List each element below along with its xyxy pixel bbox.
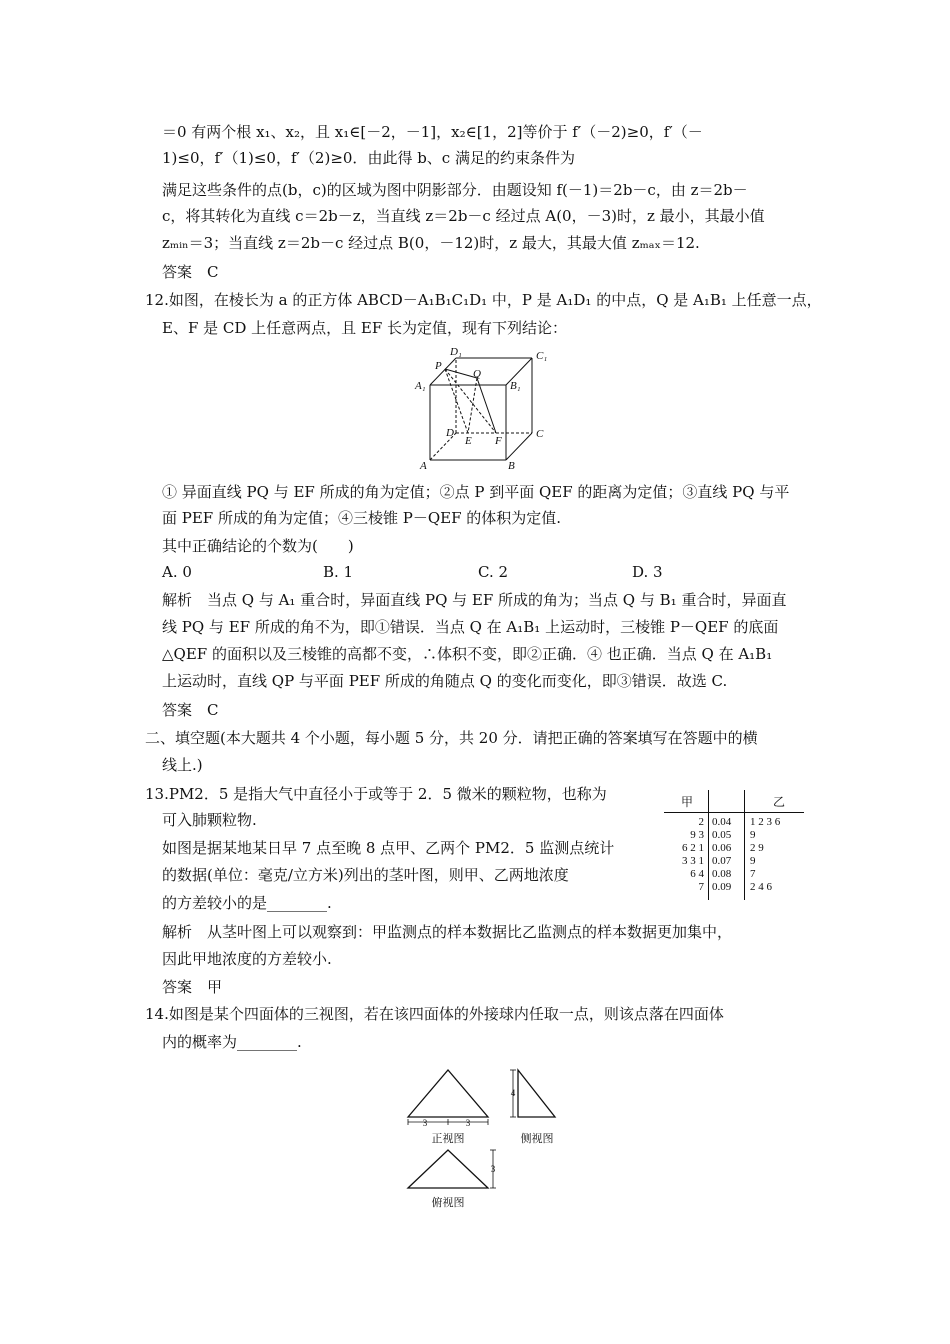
- text-line: 其中正确结论的个数为( ): [162, 537, 354, 555]
- stemleaf-header-right: 乙: [773, 795, 786, 809]
- stemleaf-header-left: 甲: [681, 795, 694, 809]
- stemleaf-left-cell: 6 4: [690, 868, 704, 880]
- section-heading: 二、填空题(本大题共 4 个小题，每小题 5 分，共 20 分．请把正确的答案填写在答题中的横: [145, 729, 758, 747]
- text-line: 的方差较小的是________.: [162, 894, 332, 912]
- side-view-triangle: [518, 1070, 555, 1117]
- stemleaf-right-cell: 9: [750, 855, 756, 867]
- stemleaf-left-cell: 7: [698, 881, 704, 893]
- label-D: D: [446, 427, 454, 439]
- label-A1: A₁: [415, 380, 426, 392]
- text-line: 1)≤0，f′（1)≤0，f′（2)≥0．由此得 b、c 满足的约束条件为: [162, 149, 575, 167]
- label-F: F: [495, 435, 502, 447]
- answer-line: 答案 甲: [162, 978, 223, 996]
- text-line: c，将其转化为直线 c＝2b－z，当直线 z＝2b－c 经过点 A(0，－3)时，z 最小，其最小值: [162, 207, 765, 225]
- label-A: A: [420, 460, 427, 471]
- cube-figure: [410, 345, 560, 471]
- text-line: 的数据(单位：毫克/立方米)列出的茎叶图，则甲、乙两地浓度: [162, 866, 569, 884]
- label-P: P: [435, 360, 442, 372]
- stemleaf-right-cell: 2 9: [750, 842, 764, 854]
- text-line: 满足这些条件的点(b，c)的区域为图中阴影部分．由题设知 f(－1)＝2b－c，由 z＝2b－: [162, 181, 748, 199]
- stemleaf-stem-cell: 0.06: [712, 842, 732, 854]
- text-line: 线 PQ 与 EF 所成的角不为，即①错误．当点 Q 在 A₁B₁ 上运动时，三棱锥 P－QEF 的底面: [162, 618, 779, 636]
- label-B1: B₁: [510, 380, 521, 392]
- front-view-label: 正视图: [431, 1133, 465, 1145]
- stemleaf-stem-cell: 0.07: [712, 855, 732, 867]
- label-B: B: [508, 460, 515, 471]
- side-view-label: 侧视图: [520, 1133, 554, 1145]
- front-view-triangle: [408, 1070, 488, 1117]
- stemleaf-left-cell: 6 2 1: [682, 842, 704, 854]
- stem-leaf-plot: [660, 790, 810, 900]
- analysis-line: 解析 当点 Q 与 A₁ 重合时，异面直线 PQ 与 EF 所成的角为；当点 Q 与 B₁ 重合时，异面直: [162, 591, 787, 609]
- dim-front-left: 3: [422, 1118, 428, 1128]
- option-b: B. 1: [323, 563, 354, 581]
- dim-side: 4: [510, 1088, 516, 1098]
- stemleaf-stem-cell: 0.09: [712, 881, 732, 893]
- stemleaf-right-cell: 2 4 6: [750, 881, 772, 893]
- text-line: 线上.): [162, 756, 203, 774]
- label-C1: C₁: [536, 350, 548, 362]
- label-C: C: [536, 428, 544, 440]
- text-line: △QEF 的面积以及三棱锥的高都不变，∴体积不变，即②正确．④ 也正确．当点 Q 在 A₁B₁: [162, 645, 773, 663]
- analysis-line: 解析 从茎叶图上可以观察到：甲监测点的样本数据比乙监测点的样本数据更加集中，: [162, 923, 733, 941]
- label-E: E: [465, 435, 472, 447]
- text-line: 上运动时，直线 QP 与平面 PEF 所成的角随点 Q 的变化而变化，即③错误．故选 C.: [162, 672, 728, 690]
- top-view-triangle: [408, 1150, 488, 1188]
- label-D1: D₁: [450, 346, 462, 358]
- stemleaf-stem-cell: 0.05: [712, 829, 732, 841]
- text-line: ① 异面直线 PQ 与 EF 所成的角为定值；②点 P 到平面 QEF 的距离为定值；③直线 PQ 与平: [162, 483, 790, 501]
- option-c: C. 2: [478, 563, 509, 581]
- text-line: 如图是据某地某日早 7 点至晚 8 点甲、乙两个 PM2．5 监测点统计: [162, 839, 615, 857]
- dim-front-right: 3: [465, 1118, 471, 1128]
- text-line: zₘᵢₙ＝3；当直线 z＝2b－c 经过点 B(0，－12)时，z 最大，其最大值 zₘₐₓ＝12.: [162, 234, 700, 252]
- option-a: A. 0: [162, 563, 192, 581]
- stemleaf-right-cell: 7: [750, 868, 756, 880]
- stemleaf-left-cell: 3 3 1: [682, 855, 704, 867]
- text-line: ＝0 有两个根 x₁、x₂，且 x₁∈[－2，－1]，x₂∈[1，2]等价于 f′（－2)≥0，f′（－: [162, 123, 703, 141]
- stemleaf-right-cell: 9: [750, 829, 756, 841]
- stemleaf-left-cell: 2: [698, 816, 704, 828]
- stemleaf-left-cell: 9 3: [690, 829, 704, 841]
- stemleaf-stem-cell: 0.08: [712, 868, 732, 880]
- label-Q: Q: [473, 368, 481, 380]
- option-d: D. 3: [632, 563, 663, 581]
- answer-line: 答案 C: [162, 263, 219, 281]
- stemleaf-stem-cell: 0.04: [712, 816, 732, 828]
- text-line: 内的概率为________.: [162, 1033, 302, 1051]
- text-line: 面 PEF 所成的角为定值；④三棱锥 P－QEF 的体积为定值.: [162, 509, 562, 527]
- answer-line: 答案 C: [162, 701, 219, 719]
- stemleaf-right-cell: 1 2 3 6: [750, 816, 781, 828]
- top-view-label: 俯视图: [431, 1197, 465, 1209]
- text-line: 可入肺颗粒物.: [162, 811, 257, 829]
- text-line: 因此甲地浓度的方差较小.: [162, 950, 332, 968]
- question-14-stem: 14.如图是某个四面体的三视图，若在该四面体的外接球内任取一点，则该点落在四面体: [145, 1005, 724, 1023]
- dim-top: 3: [490, 1164, 496, 1174]
- three-views-figure: [400, 1060, 570, 1215]
- text-line: E、F 是 CD 上任意两点，且 EF 长为定值，现有下列结论：: [162, 319, 568, 337]
- question-12-stem: 12.如图，在棱长为 a 的正方体 ABCD－A₁B₁C₁D₁ 中，P 是 A₁D₁ 的中点，Q 是 A₁B₁ 上任意一点，: [145, 291, 822, 309]
- question-13-stem: 13.PM2．5 是指大气中直径小于或等于 2．5 微米的颗粒物，也称为: [145, 785, 607, 803]
